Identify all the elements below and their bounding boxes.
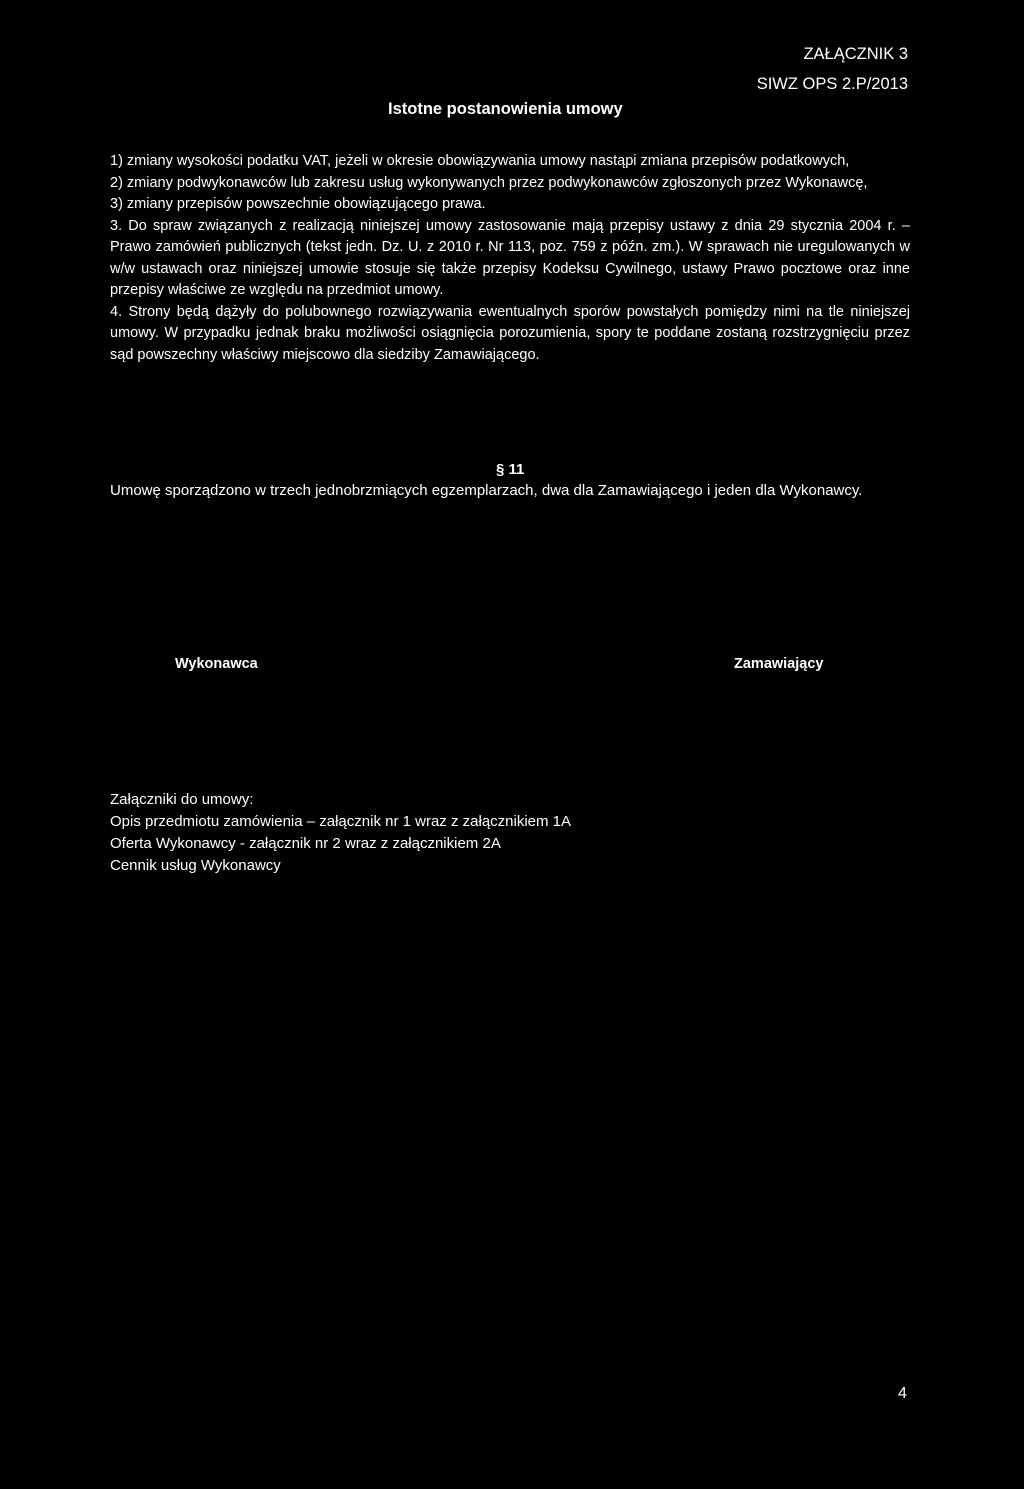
- signature-contractor: Wykonawca: [175, 656, 258, 672]
- clause-item-2: 2) zmiany podwykonawców lub zakresu usług wykonywanych przez podwykonawców zgłoszonych przez Wykonawcę,: [110, 174, 868, 191]
- clause-point-3: 3. Do spraw związanych z realizacją niniejszej umowy zastosowanie mają przepisy ustawy z dnia 29 stycznia 2004 r. – Prawo zamówień publicznych (tekst jedn. Dz. U. z 2010 r. Nr 113, poz. 759 z późn. zm.). W sprawach nie uregulowanych w w/w ustawach oraz niniejszej umowie stosuje się także przepisy Kodeksu Cywilnego, ustawy Prawo pocztowe oraz inne przepisy właściwe ze względu na przedmiot umowy.: [110, 217, 910, 298]
- document-reference: SIWZ OPS 2.P/2013: [756, 75, 908, 93]
- document-title: Istotne postanowienia umowy: [388, 100, 623, 118]
- attachments-heading: Załączniki do umowy:: [110, 791, 254, 808]
- signature-client: Zamawiający: [734, 656, 824, 672]
- clause-item-1: 1) zmiany wysokości podatku VAT, jeżeli w okresie obowiązywania umowy nastąpi zmiana przepisów podatkowych,: [110, 153, 850, 169]
- attachment-item: Oferta Wykonawcy - załącznik nr 2 wraz z załącznikiem 2A: [110, 835, 501, 852]
- attachment-label: ZAŁĄCZNIK 3: [803, 45, 908, 63]
- section-11-heading: § 11: [496, 461, 525, 478]
- clause-point-4: 4. Strony będą dążyły do polubownego rozwiązywania ewentualnych sporów powstałych pomiędzy nimi na tle niniejszej umowy. W przypadku jednak braku możliwości osiągnięcia porozumienia, spory te poddane zostaną rozstrzygnięciu przez sąd powszechny właściwy miejscowo dla siedziby Zamawiającego.: [110, 303, 910, 363]
- clause-item-3: 3) zmiany przepisów powszechnie obowiązującego prawa.: [110, 196, 486, 212]
- section-11-text: Umowę sporządzono w trzech jednobrzmiących egzemplarzach, dwa dla Zamawiającego i jeden dla Wykonawcy.: [110, 482, 863, 499]
- attachments-list: [110, 789, 571, 877]
- attachment-item: Opis przedmiotu zamówienia – załącznik nr 1 wraz z załącznikiem 1A: [110, 813, 572, 830]
- page-number: 4: [898, 1385, 907, 1402]
- attachment-item: Cennik usług Wykonawcy: [110, 857, 281, 874]
- clause-list: [110, 151, 910, 366]
